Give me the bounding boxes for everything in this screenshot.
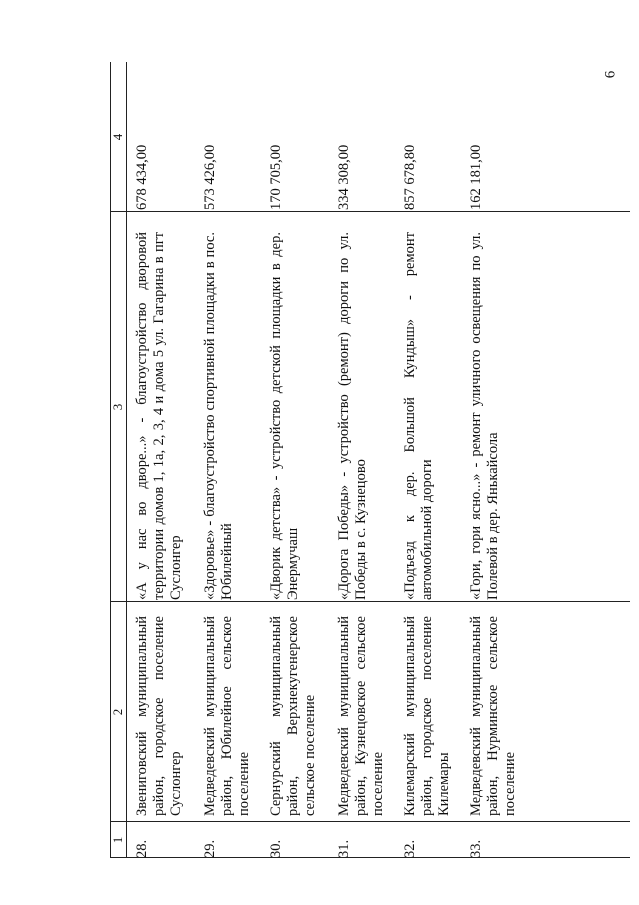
amount-cell: 573 426,00 [202, 144, 218, 210]
rotated-table [110, 62, 630, 858]
header-col-2: 2 [110, 708, 125, 716]
amount-cell: 678 434,00 [134, 144, 150, 210]
project-cell: «А у нас во дворе...» - благоустройство дворовой территории домов 1, 1а, 2, 3, 4 и дома 5 ул. Гагарина в пгт Суслонгер [134, 232, 184, 600]
page-number: 6 [602, 70, 619, 79]
row-number: 28. [134, 839, 150, 858]
row-number: 31. [336, 839, 352, 858]
header-col-1: 1 [110, 836, 125, 844]
project-cell: «Дворик детства» - устройство детской площадки в дер. Энермучаш [268, 232, 301, 600]
column-line-0 [110, 857, 630, 858]
municipality-cell: Медведевский муниципальный район, Нурминское сельское поселение [468, 616, 518, 816]
municipality-cell: Звениговский муниципальный район, городское поселение Суслонгер [134, 616, 184, 816]
project-cell: «Гори, гори ясно...» - ремонт уличного освещения по ул. Полевой в дер. Янькайсола [468, 232, 501, 600]
header-col-3: 3 [110, 403, 125, 411]
row-number: 30. [268, 839, 284, 858]
row-number: 29. [202, 839, 218, 858]
column-line-3 [110, 211, 630, 212]
project-cell: «Здоровье» - благоустройство спортивной площадки в пос. Юбилейный [202, 232, 235, 600]
amount-cell: 857 678,80 [402, 144, 418, 210]
amount-cell: 162 181,00 [468, 144, 484, 210]
column-line-2 [110, 601, 630, 602]
project-cell: «Подъезд к дер. Большой Кундыш» - ремонт автомобильной дороги [402, 232, 435, 600]
amount-cell: 334 308,00 [336, 144, 352, 210]
row-number: 33. [468, 839, 484, 858]
project-cell: «Дорога Победы» - устройство (ремонт) дороги по ул. Победы в с. Кузнецово [336, 232, 369, 600]
amount-cell: 170 705,00 [268, 144, 284, 210]
municipality-cell: Килемарский муниципальный район, городское поселение Килемары [402, 616, 452, 816]
municipality-cell: Медведевский муниципальный район, Юбилейное сельское поселение [202, 616, 252, 816]
row-number: 32. [402, 839, 418, 858]
municipality-cell: Сернурский муниципальный район, Верхнекугенерское сельское поселение [268, 616, 318, 816]
municipality-cell: Медведевский муниципальный район, Кузнецовское сельское поселение [336, 616, 386, 816]
column-line-1 [110, 821, 630, 822]
header-col-4: 4 [110, 133, 125, 141]
header-separator [126, 62, 127, 858]
